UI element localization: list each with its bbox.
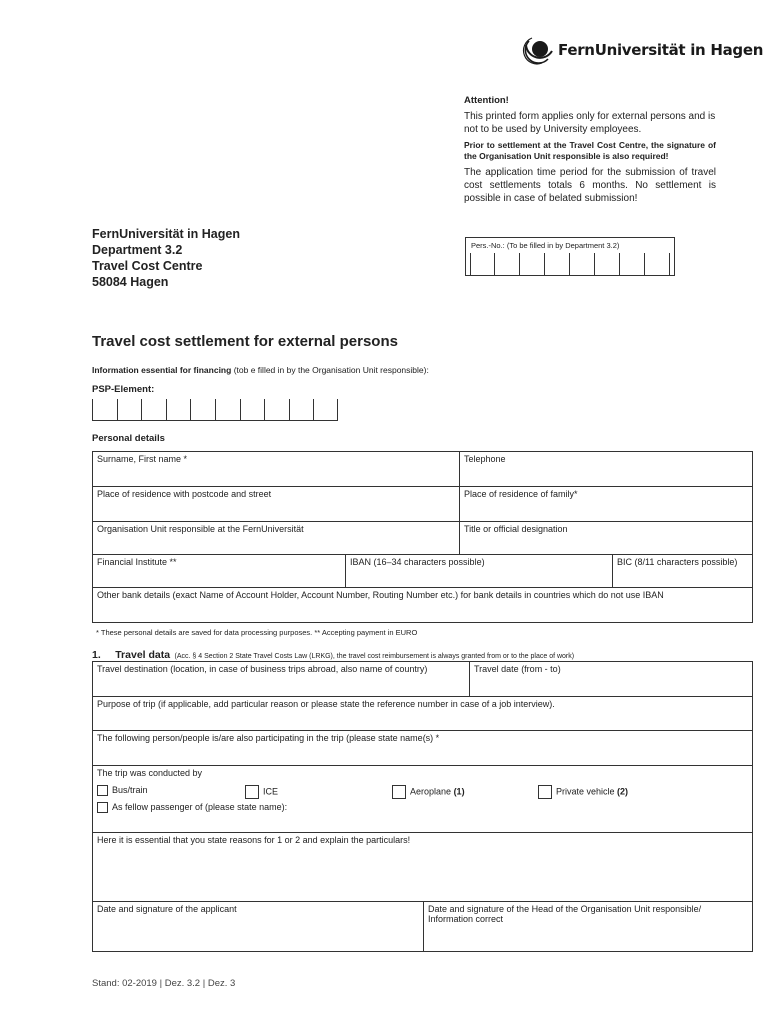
option-ice[interactable] <box>245 785 278 799</box>
org-unit-label: Organisation Unit responsible at the FernUniversität <box>97 524 304 534</box>
pers-no-digit-boxes[interactable] <box>470 253 670 275</box>
bus-train-label: Bus/train <box>112 785 148 795</box>
pers-no-digit[interactable] <box>520 253 545 275</box>
pers-no-digit[interactable] <box>645 253 670 275</box>
purpose-label: Purpose of trip (if applicable, add particular reason or please state the reference number in case of a job interview). <box>97 699 555 709</box>
option-aeroplane[interactable] <box>392 785 465 799</box>
psp-digit[interactable] <box>264 399 289 420</box>
participants-label: The following person/people is/are also participating in the trip (please state name(s) * <box>97 733 440 743</box>
attention-text: This printed form applies only for external persons and is not to be used by University employees. <box>464 111 716 135</box>
title-designation-label: Title or official designation <box>464 524 568 534</box>
psp-digit[interactable] <box>92 399 117 420</box>
residence-label: Place of residence with postcode and street <box>97 489 272 499</box>
title-designation-field[interactable] <box>459 521 753 555</box>
private-vehicle-ref: (2) <box>617 786 629 797</box>
aeroplane-ref: (1) <box>453 786 465 797</box>
option-private-vehicle[interactable] <box>538 785 628 799</box>
head-signature-label: Date and signature of the Head of the Organisation Unit responsible/ Information correct <box>428 904 702 924</box>
address-line-3: Travel Cost Centre <box>92 259 203 273</box>
psp-digit[interactable] <box>117 399 142 420</box>
applicant-signature-label: Date and signature of the applicant <box>97 904 237 914</box>
travel-section-note: (Acc. § 4 Section 2 State Travel Costs Law (LRKG), the travel cost reimbursement is always granted from or to the place of work) <box>174 653 575 660</box>
address-line-2: Department 3.2 <box>92 243 183 257</box>
applicant-signature-field[interactable] <box>92 901 424 952</box>
org-unit-field[interactable] <box>92 521 460 555</box>
telephone-field[interactable] <box>459 451 753 487</box>
psp-digit[interactable] <box>166 399 191 420</box>
travel-section-number: 1. <box>92 649 101 661</box>
surname-field[interactable] <box>92 451 460 487</box>
iban-field[interactable] <box>345 554 613 588</box>
address-line-4: 58084 Hagen <box>92 275 169 289</box>
conducted-by-field <box>92 765 753 833</box>
option-bus-train[interactable] <box>97 785 148 796</box>
fellow-passenger-label: As fellow passenger of (please state name): <box>112 802 288 812</box>
prior-text: Prior to settlement at the Travel Cost Centre, the signature of the Organisation Unit responsible is also required! <box>464 140 716 161</box>
footer-stand: Stand: 02-2019 | Dez. 3.2 | Dez. 3 <box>92 978 236 989</box>
psp-digit[interactable] <box>141 399 166 420</box>
purpose-field[interactable] <box>92 696 753 731</box>
travel-section-title: Travel data <box>115 649 171 661</box>
destination-label: Travel destination (location, in case of business trips abroad, also name of country) <box>97 664 428 674</box>
residence-field[interactable] <box>92 486 460 522</box>
fernuni-logo-icon <box>522 35 554 67</box>
financing-note: (tob e filled in by the Organisation Unit responsible): <box>233 365 429 375</box>
surname-label: Surname, First name * <box>97 454 188 464</box>
logo <box>522 35 764 67</box>
head-signature-field[interactable] <box>423 901 753 952</box>
ice-label: ICE <box>263 786 279 797</box>
iban-label: IBAN (16–34 characters possible) <box>350 557 485 567</box>
psp-boxes[interactable] <box>92 399 338 421</box>
pers-no-digit[interactable] <box>495 253 520 275</box>
pers-no-digit[interactable] <box>545 253 570 275</box>
psp-digit[interactable] <box>215 399 240 420</box>
financing-label: Information essential for financing <box>92 365 232 375</box>
reasons-label: Here it is essential that you state reasons for 1 or 2 and explain the particulars! <box>97 835 411 845</box>
private-vehicle-checkbox[interactable] <box>538 785 552 799</box>
bic-field[interactable] <box>612 554 753 588</box>
address-line-1: FernUniversität in Hagen <box>92 227 240 241</box>
fellow-passenger-checkbox[interactable] <box>97 802 108 813</box>
attention-title: Attention! <box>464 95 509 106</box>
psp-digit[interactable] <box>289 399 314 420</box>
bus-train-checkbox[interactable] <box>97 785 108 796</box>
attention-block <box>464 95 716 205</box>
personal-footnote: * These personal details are saved for data processing purposes. ** Accepting payment in EURO <box>96 628 418 637</box>
form-title: Travel cost settlement for external persons <box>92 333 398 350</box>
psp-digit[interactable] <box>190 399 215 420</box>
financial-institute-field[interactable] <box>92 554 346 588</box>
option-fellow-passenger[interactable] <box>97 802 287 813</box>
aeroplane-checkbox[interactable] <box>392 785 406 799</box>
personal-details-heading: Personal details <box>92 433 165 444</box>
aeroplane-label: Aeroplane <box>410 786 452 797</box>
reasons-field[interactable] <box>92 832 753 902</box>
private-vehicle-label: Private vehicle <box>556 786 615 797</box>
time-period-text: The application time period for the submission of travel cost settlements totals 6 months. No settlement is possible in case of belated submission! <box>464 167 716 204</box>
travel-date-field[interactable] <box>469 661 753 697</box>
financial-institute-label: Financial Institute ** <box>97 557 177 567</box>
destination-field[interactable] <box>92 661 470 697</box>
address-block <box>92 226 240 290</box>
financing-info <box>92 365 429 375</box>
pers-no-box[interactable] <box>465 237 675 276</box>
family-residence-label: Place of residence of family* <box>464 489 578 499</box>
family-residence-field[interactable] <box>459 486 753 522</box>
participants-field[interactable] <box>92 730 753 766</box>
bic-label: BIC (8/11 characters possible) <box>617 557 738 567</box>
travel-date-label: Travel date (from - to) <box>474 664 561 674</box>
telephone-label: Telephone <box>464 454 506 464</box>
other-bank-field[interactable] <box>92 587 753 623</box>
other-bank-label: Other bank details (exact Name of Account Holder, Account Number, Routing Number etc.) for bank details in countries which do not use IBAN <box>97 590 664 600</box>
psp-label: PSP-Element: <box>92 384 155 395</box>
pers-no-digit[interactable] <box>570 253 595 275</box>
ice-checkbox[interactable] <box>245 785 259 799</box>
pers-no-digit[interactable] <box>620 253 645 275</box>
psp-digit[interactable] <box>240 399 265 420</box>
logo-text: FernUniversität in Hagen <box>558 41 764 59</box>
pers-no-label: Pers.-No.: (To be filled in by Department 3.2) <box>471 241 620 250</box>
pers-no-digit[interactable] <box>470 253 495 275</box>
psp-digit[interactable] <box>313 399 338 420</box>
pers-no-digit[interactable] <box>595 253 620 275</box>
conducted-by-label: The trip was conducted by <box>97 768 203 778</box>
